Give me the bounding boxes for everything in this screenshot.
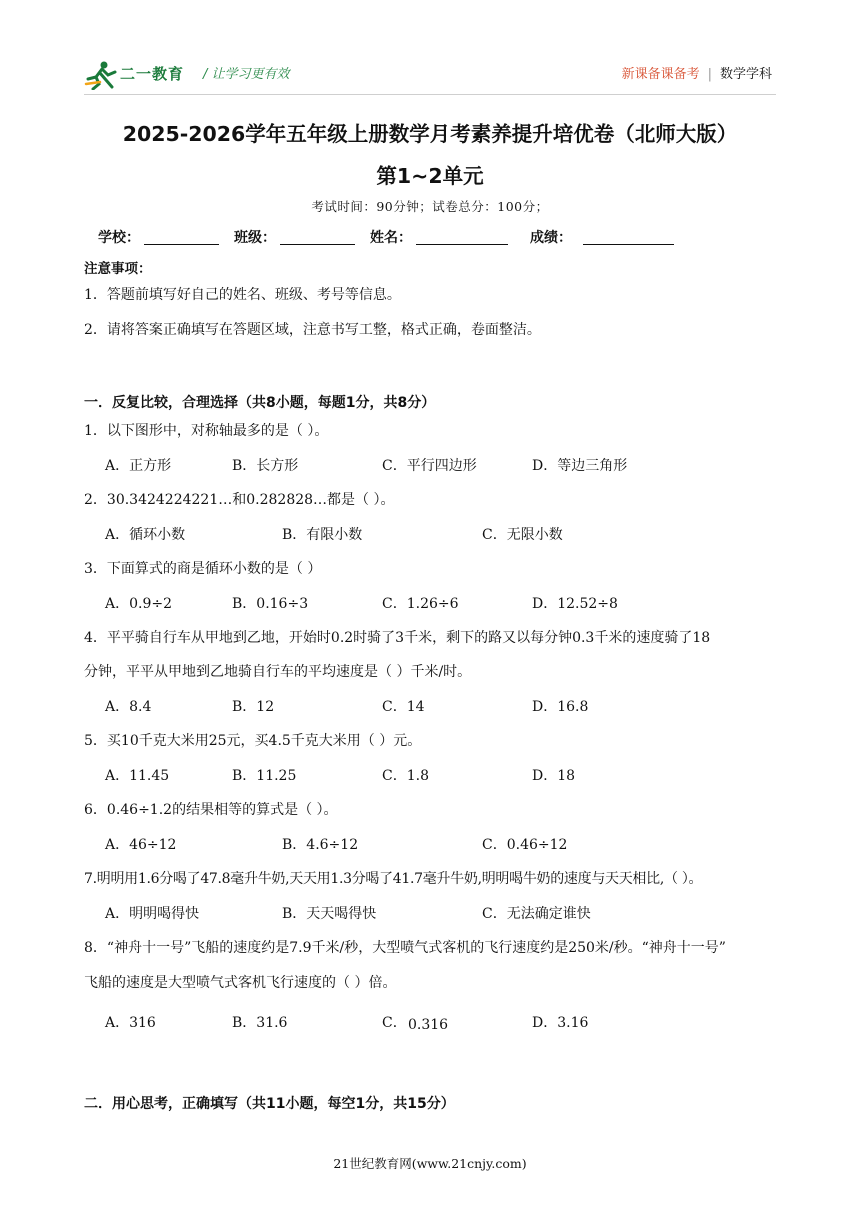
question-stem: 7.明明用1.6分喝了47.8毫升牛奶,天天用1.3分喝了41.7毫升牛奶,明明喝牛奶的速度与天天相比,（ ）。: [84, 871, 703, 887]
option-b[interactable]: B．长方形: [232, 458, 299, 474]
question-stem: 2．30.3424224221…和0.282828…都是（ ）。: [84, 492, 395, 508]
question-stem: 8．“神舟十一号”飞船的速度约是7.9千米/秒，大型喷气式客机的飞行速度约是250米/秒。“神舟十一号”: [84, 940, 726, 956]
option-b[interactable]: B．天天喝得快: [282, 906, 377, 922]
note-item: 1．答题前填写好自己的姓名、班级、考号等信息。: [84, 287, 401, 303]
question-stem: 3．下面算式的商是循环小数的是（ ）: [84, 561, 322, 577]
option-a[interactable]: A．明明喝得快: [105, 906, 200, 922]
option-c[interactable]: C．无限小数: [482, 527, 563, 543]
question-options: [0, 903, 860, 923]
school-blank[interactable]: [144, 244, 219, 245]
question-options: [0, 593, 860, 613]
runner-icon: [84, 60, 120, 90]
class-blank[interactable]: [280, 244, 355, 245]
question-stem: 5．买10千克大米用25元，买4.5千克大米用（ ）元。: [84, 733, 422, 749]
page-subtitle: 第1~2单元: [376, 164, 484, 188]
option-b[interactable]: B．0.16÷3: [232, 596, 309, 612]
option-b[interactable]: B．11.25: [232, 768, 297, 784]
option-c[interactable]: C．1.26÷6: [382, 596, 459, 612]
question-options: [0, 455, 860, 475]
option-b[interactable]: B．31.6: [232, 1015, 288, 1031]
question-options: [0, 1012, 860, 1038]
header-tag: 新课备课备考: [621, 67, 700, 82]
school-label: 学校：: [98, 230, 140, 246]
logo: [84, 60, 196, 90]
option-d[interactable]: D．18: [532, 768, 576, 784]
section-title: 二．用心思考，正确填写（共11小题，每空1分，共15分）: [84, 1096, 455, 1112]
page-title: 2025-2026学年五年级上册数学月考素养提升培优卷（北师大版）: [122, 122, 738, 146]
option-c[interactable]: C．无法确定谁快: [482, 906, 591, 922]
name-label: 姓名：: [370, 230, 412, 246]
option-c[interactable]: C．平行四边形: [382, 458, 477, 474]
option-c-value[interactable]: 0.316: [408, 1017, 449, 1033]
option-d[interactable]: D．等边三角形: [532, 458, 628, 474]
option-b[interactable]: B．4.6÷12: [282, 837, 359, 853]
class-label: 班级：: [234, 230, 276, 246]
option-b[interactable]: B．有限小数: [282, 527, 363, 543]
score-label: 成绩：: [530, 230, 572, 246]
header-separator: |: [707, 67, 712, 82]
option-d[interactable]: D．16.8: [532, 699, 589, 715]
option-a[interactable]: A．11.45: [105, 768, 170, 784]
option-a[interactable]: A．循环小数: [105, 527, 186, 543]
option-a[interactable]: A．46÷12: [105, 837, 177, 853]
question-options: [0, 696, 860, 716]
question-options: [0, 834, 860, 854]
option-c[interactable]: C．14: [382, 699, 425, 715]
exam-info: 考试时间：90分钟；试卷总分：100分；: [311, 199, 549, 214]
option-d[interactable]: D．3.16: [532, 1015, 589, 1031]
student-fields: [0, 227, 860, 249]
note-item: 2．请将答案正确填写在答题区域，注意书写工整，格式正确，卷面整洁。: [84, 322, 541, 338]
question-stem-cont: 飞船的速度是大型喷气式客机飞行速度的（ ）倍。: [84, 975, 397, 991]
score-blank[interactable]: [583, 244, 674, 245]
question-options: [0, 765, 860, 785]
header-divider: [84, 94, 776, 95]
question-stem: 4．平平骑自行车从甲地到乙地，开始时0.2时骑了3千米，剩下的路又以每分钟0.3千米的速度骑了18: [84, 630, 711, 646]
logo-text: 二一教育: [120, 65, 185, 83]
notes-title: 注意事项：: [84, 261, 152, 277]
option-b[interactable]: B．12: [232, 699, 275, 715]
question-stem: 1．以下图形中，对称轴最多的是（ ）。: [84, 423, 329, 439]
question-stem-cont: 分钟，平平从甲地到乙地骑自行车的平均速度是（ ）千米/时。: [84, 664, 472, 680]
page-footer: 21世纪教育网(www.21cnjy.com): [333, 1156, 527, 1171]
question-options: [0, 524, 860, 544]
header-right: [622, 63, 772, 82]
option-c[interactable]: C．0.46÷12: [482, 837, 568, 853]
name-blank[interactable]: [416, 244, 508, 245]
section-title: 一．反复比较，合理选择（共8小题，每题1分，共8分）: [84, 395, 436, 411]
option-a[interactable]: A．316: [105, 1015, 156, 1031]
option-a[interactable]: A．0.9÷2: [105, 596, 173, 612]
question-stem: 6．0.46÷1.2的结果相等的算式是（ ）。: [84, 802, 338, 818]
option-d[interactable]: D．12.52÷8: [532, 596, 618, 612]
header-subject: 数学学科: [719, 67, 772, 82]
option-a[interactable]: A．正方形: [105, 458, 172, 474]
option-c[interactable]: C．: [382, 1015, 407, 1031]
slogan: / 让学习更有效: [203, 67, 290, 82]
option-c[interactable]: C．1.8: [382, 768, 429, 784]
option-a[interactable]: A．8.4: [105, 699, 152, 715]
